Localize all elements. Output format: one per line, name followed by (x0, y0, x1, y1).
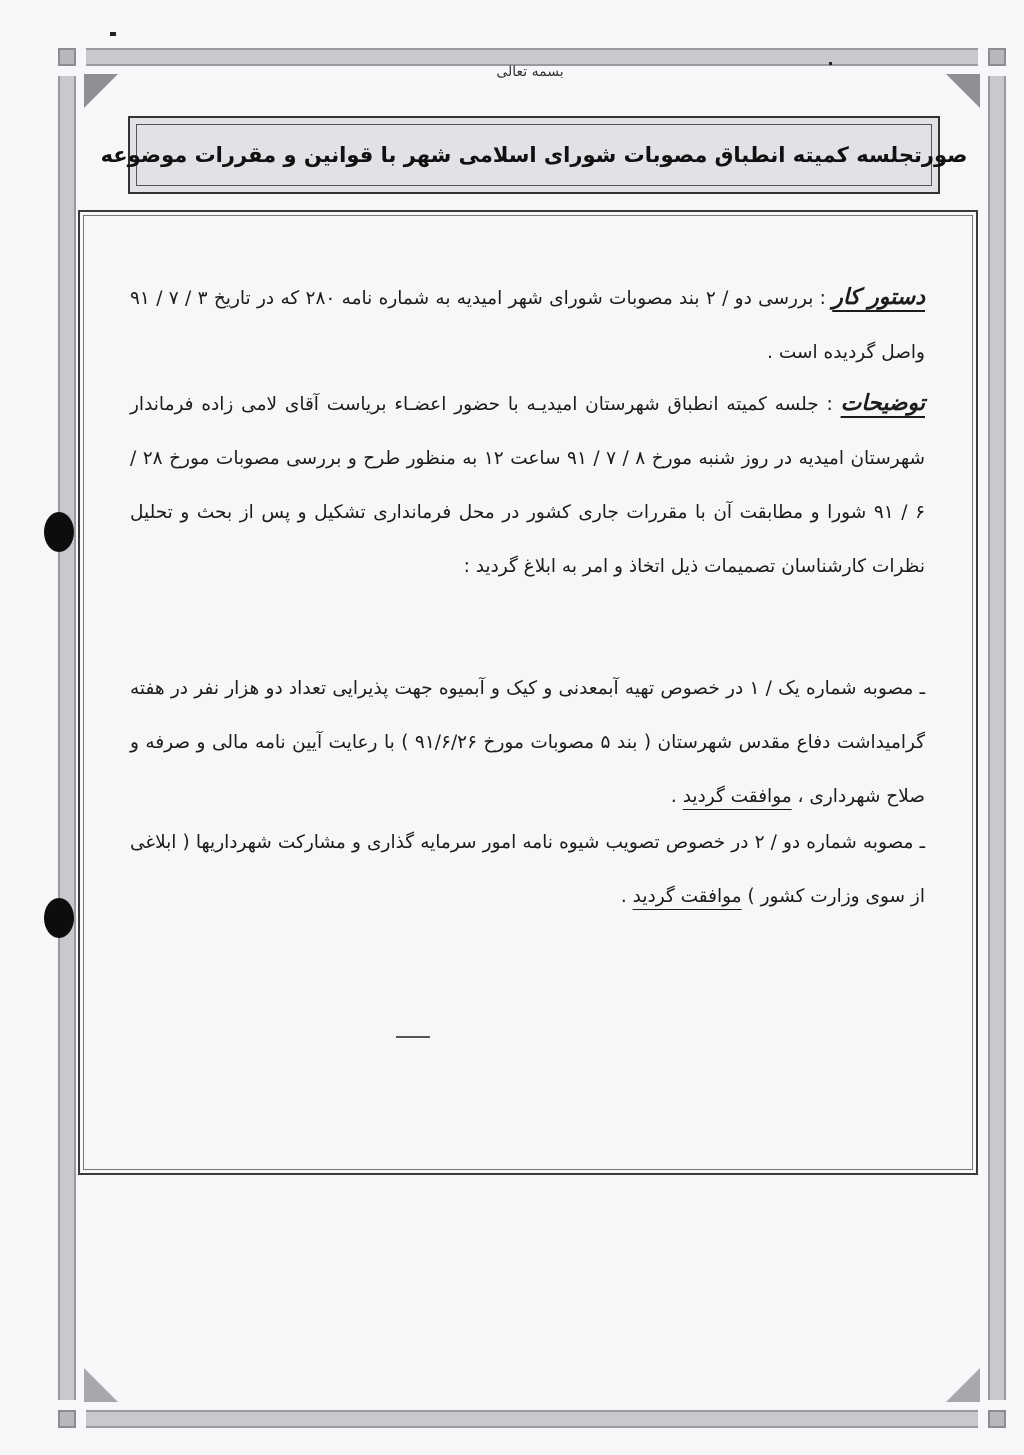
title-inner-frame (100, 124, 968, 186)
frame-corner (58, 48, 76, 66)
resolution-2-end: . (620, 886, 633, 907)
frame-corner-ornament (946, 1368, 980, 1402)
resolution-1-decision: موافقت گردید (682, 786, 792, 807)
scan-speck (829, 62, 832, 65)
frame-right-bar (988, 76, 1006, 1400)
explanation-separator: : (818, 394, 841, 415)
resolution-1-end: . (670, 786, 683, 807)
agenda-label: دستور کار (832, 284, 926, 310)
resolution-1-text: ـ مصوبه شماره یک / ۱ در خصوص تهیه آبمعدنی و کیک و آبمیوه جهت پذیرایی تعداد دو هزار نفر در هفته گرامیداشت دفاع مقدس شهرستان ( بند ۵ مصوبات مورخ ۹۱/۶/۲۶ ) با رعایت آیین نامه مالی و صرفه و صلاح شهرداری ، (130, 678, 926, 807)
frame-corner-ornament (84, 74, 118, 108)
document-title: صورتجلسه کمیته انطباق مصوبات شورای اسلامی شهر با قوانین و مقررات موضوعه (100, 143, 968, 167)
punch-hole (44, 512, 74, 552)
scan-speck (396, 1036, 430, 1038)
explanation-text: جلسه کمیته انطباق شهرستان امیدیـه با حضور اعضـاء بریاست آقای لامی زاده فرماندار شهرستان امیدیه در روز شنبه مورخ ۸ / ۷ / ۹۱ ساعت ۱۲ به منظور طرح و بررسی مصوبات مورخ ۲۸ / ۶ / ۹۱ شورا و مطابقت آن با مقررات جاری کشور در محل فرمانداری تشکیل و پس از بحث و تحلیل نظرات کارشناسان تصمیمات ذیل اتخاذ و امر به ابلاغ گردید : (130, 394, 926, 577)
agenda-paragraph (130, 270, 925, 380)
agenda-text: بررسی دو / ۲ بند مصوبات شورای شهر امیدیه به شماره نامه ۲۸۰ که در تاریخ ۳ / ۷ / ۹۱ واصل گردیده است . (130, 288, 925, 363)
resolution-2-paragraph (130, 816, 925, 924)
resolution-2-text: ـ مصوبه شماره دو / ۲ در خصوص تصویب شیوه نامه امور سرمایه گذاری و مشارکت شهرداریها ( ابلاغی از سوی وزارت کشور ) (130, 832, 926, 907)
punch-hole (44, 898, 74, 938)
frame-left-bar (58, 76, 76, 1400)
frame-corner-ornament (946, 74, 980, 108)
explanation-label: توضیحات (840, 390, 926, 416)
frame-corner (58, 1410, 76, 1428)
frame-corner (988, 48, 1006, 66)
agenda-separator: : (813, 288, 833, 309)
resolution-1-paragraph (130, 662, 925, 824)
bismillah-heading: بسمه تعالی (496, 64, 564, 80)
resolution-2-decision: موافقت گردید (632, 886, 742, 907)
frame-corner (988, 1410, 1006, 1428)
explanation-paragraph (130, 376, 925, 594)
frame-bottom-bar (86, 1410, 978, 1428)
scan-speck (110, 32, 116, 36)
title-box (100, 116, 968, 194)
frame-corner-ornament (84, 1368, 118, 1402)
